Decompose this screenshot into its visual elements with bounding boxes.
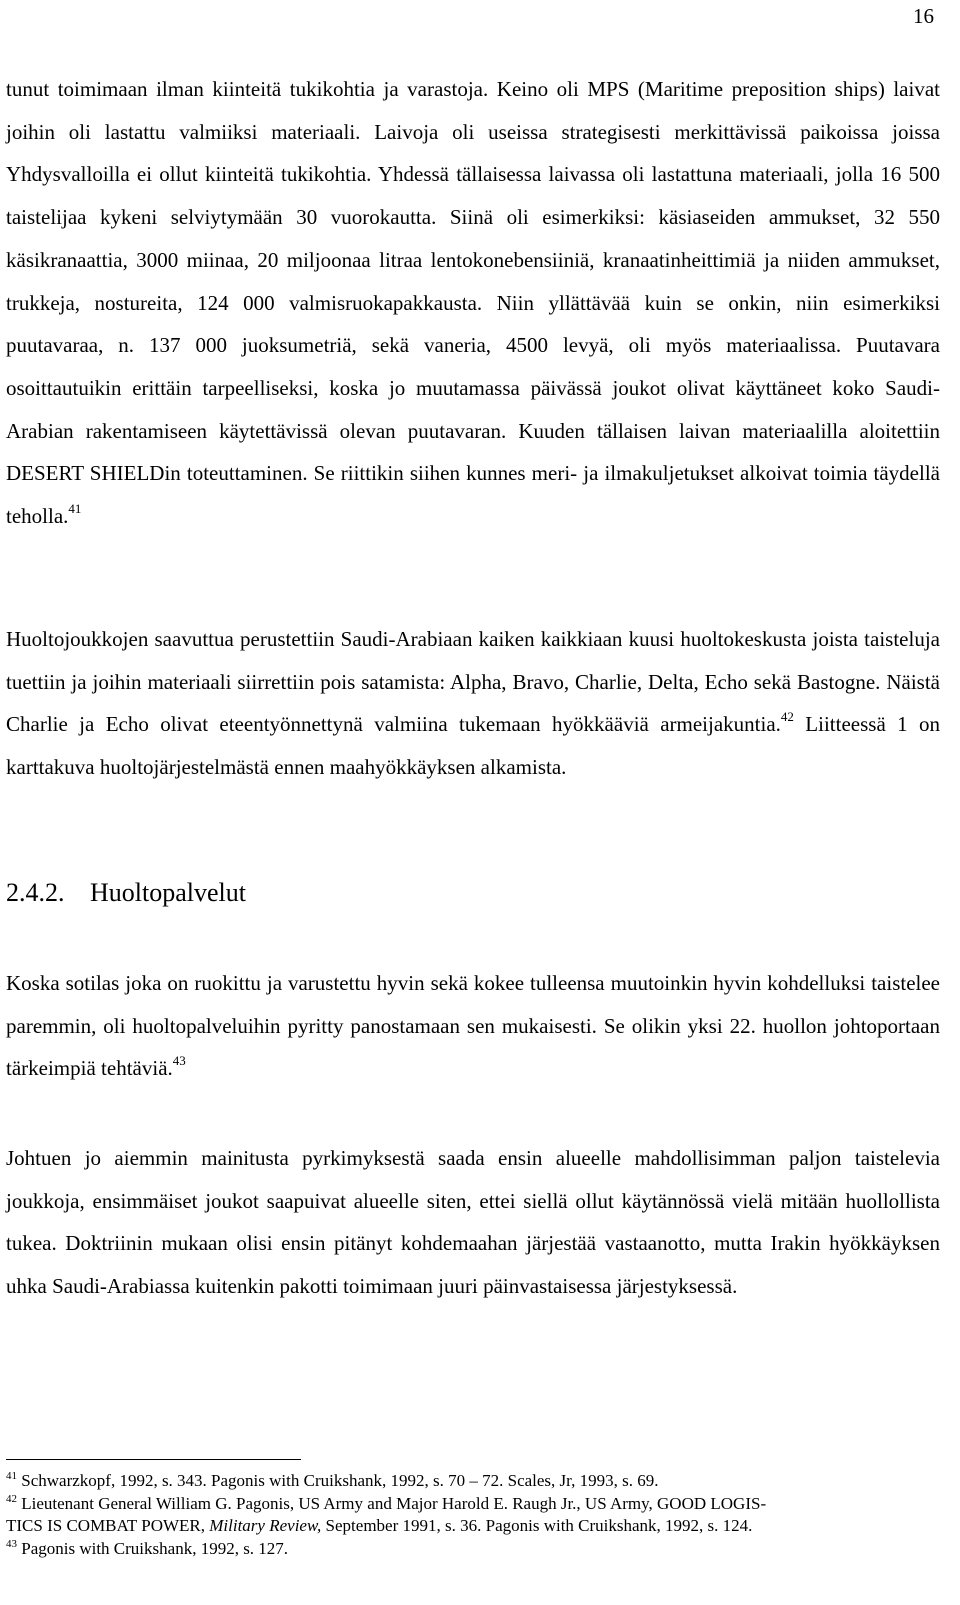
footnote-journal-title: Military Review, bbox=[209, 1516, 322, 1535]
footnote-text-tail: TICS IS COMBAT POWER, bbox=[6, 1516, 210, 1535]
paragraph-mps-ships bbox=[6, 68, 940, 538]
footnote-number: 43 bbox=[6, 1537, 17, 1550]
section-number: 2.4.2. bbox=[6, 878, 65, 907]
page-number: 16 bbox=[913, 4, 934, 28]
footnote-number: 41 bbox=[6, 1470, 17, 1482]
footnote-ref-42[interactable]: 42 bbox=[780, 709, 794, 725]
footnote-ref-43[interactable]: 43 bbox=[172, 1053, 186, 1069]
paragraph-text: tunut toimimaan ilman kiinteitä tukikohtia ja varastoja. Keino oli MPS (Maritime preposition ships) laivat joihin oli lastattu valmiiksi materiaali. Laivoja oli useissa strategisesti merkittävissä paikoissa joissa Yhdysvalloilla ei ollut kiinteitä tukikohtia. Yhdessä tällaisessa laivassa oli lastattuna materiaali, jolla 16 500 taistelijaa kykeni selviytymään 30 vuorokautta. Siinä oli esimerkiksi: käsiaseiden ammukset, 32 550 käsikranaattia, 3000 miinaa, 20 miljoonaa litraa lentokonebensiiniä, kranaatinheittimiä ja niiden ammukset, trukkeja, nostureita, 124 000 valmisruokapakkausta. Niin yllättävää kuin se onkin, niin esimerkiksi puutavaraa, n. 137 000 juoksumetriä, sekä vaneria, 4500 levyä, oli myös materiaalissa. Puutavara osoittautuikin erittäin tarpeelliseksi, koska jo muutamassa päivässä joukot olivat käyttäneet koko Saudi-Arabian rakentamiseen käytettävissä olevan puutavaran. Kuuden tällaisen laivan materiaalilla aloitettiin DESERT SHIELDin toteuttaminen. Se riittikin siihen kunnes meri- ja ilmakuljetukset alkoivat toimia täydellä teholla. bbox=[6, 77, 940, 529]
paragraph-text-continued: Liitteessä 1 on karttakuva huoltojärjestelmästä ennen maahyökkäyksen alkamista. bbox=[6, 712, 940, 780]
section-heading bbox=[6, 873, 246, 913]
footnote-41 bbox=[6, 1470, 940, 1493]
footnote-text: Pagonis with Cruikshank, 1992, s. 127. bbox=[17, 1538, 289, 1558]
section-title: Huoltopalvelut bbox=[90, 878, 246, 907]
paragraph-services bbox=[6, 962, 940, 1090]
paragraph-deployment-order bbox=[6, 1137, 940, 1308]
paragraph-supply-centers bbox=[6, 618, 940, 789]
footnote-number: 42 bbox=[6, 1492, 17, 1505]
paragraph-text: Koska sotilas joka on ruokittu ja varustettu hyvin sekä kokee tulleensa muutoinkin hyvin kohdelluksi taistelee paremmin, oli huoltopalveluihin pyritty panostamaan sen mukaisesti. Se olikin yksi 22. huollon johtoportaan tärkeimpiä tehtäviä. bbox=[6, 971, 940, 1081]
footnote-text: Schwarzkopf, 1992, s. 343. Pagonis with Cruikshank, 1992, s. 70 – 72. Scales, Jr, 1993, s. 69. bbox=[17, 1471, 659, 1490]
footnote-ref-41[interactable]: 41 bbox=[68, 501, 82, 517]
footnote-text-end: September 1991, s. 36. Pagonis with Cruikshank, 1992, s. 124. bbox=[321, 1516, 753, 1535]
footnotes bbox=[6, 1470, 940, 1560]
paragraph-text: Huoltojoukkojen saavuttua perustettiin Saudi-Arabiaan kaiken kaikkiaan kuusi huoltokeskusta joista taisteluja tuettiin ja joihin materiaali siirrettiin pois satamista: Alpha, Bravo, Charlie, Delta, Echo sekä Bastogne. Näistä Charlie ja Echo olivat eteentyönnettynä valmiina tukemaan hyökkääviä armeijakuntia. bbox=[6, 627, 940, 737]
footnote-divider bbox=[6, 1459, 301, 1460]
footnote-text: Lieutenant General William G. Pagonis, US Army and Major Harold E. Raugh Jr., US Army, GOOD LOGIS- bbox=[17, 1493, 767, 1513]
footnote-42 bbox=[6, 1493, 940, 1538]
paragraph-text: Johtuen jo aiemmin mainitusta pyrkimyksestä saada ensin alueelle mahdollisimman paljon taistelevia joukkoja, ensimmäiset joukot saapuivat alueelle siten, ettei siellä ollut käytännössä vielä mitään huollollista tukea. Doktriinin mukaan olisi ensin pitänyt kohdemaahan järjestää vastaanotto, mutta Irakin hyökkäyksen uhka Saudi-Arabiassa kuitenkin pakotti toimimaan juuri päinvastaisessa järjestyksessä. bbox=[6, 1146, 940, 1299]
footnote-43 bbox=[6, 1538, 940, 1561]
footnote-text-continued bbox=[6, 1515, 940, 1538]
